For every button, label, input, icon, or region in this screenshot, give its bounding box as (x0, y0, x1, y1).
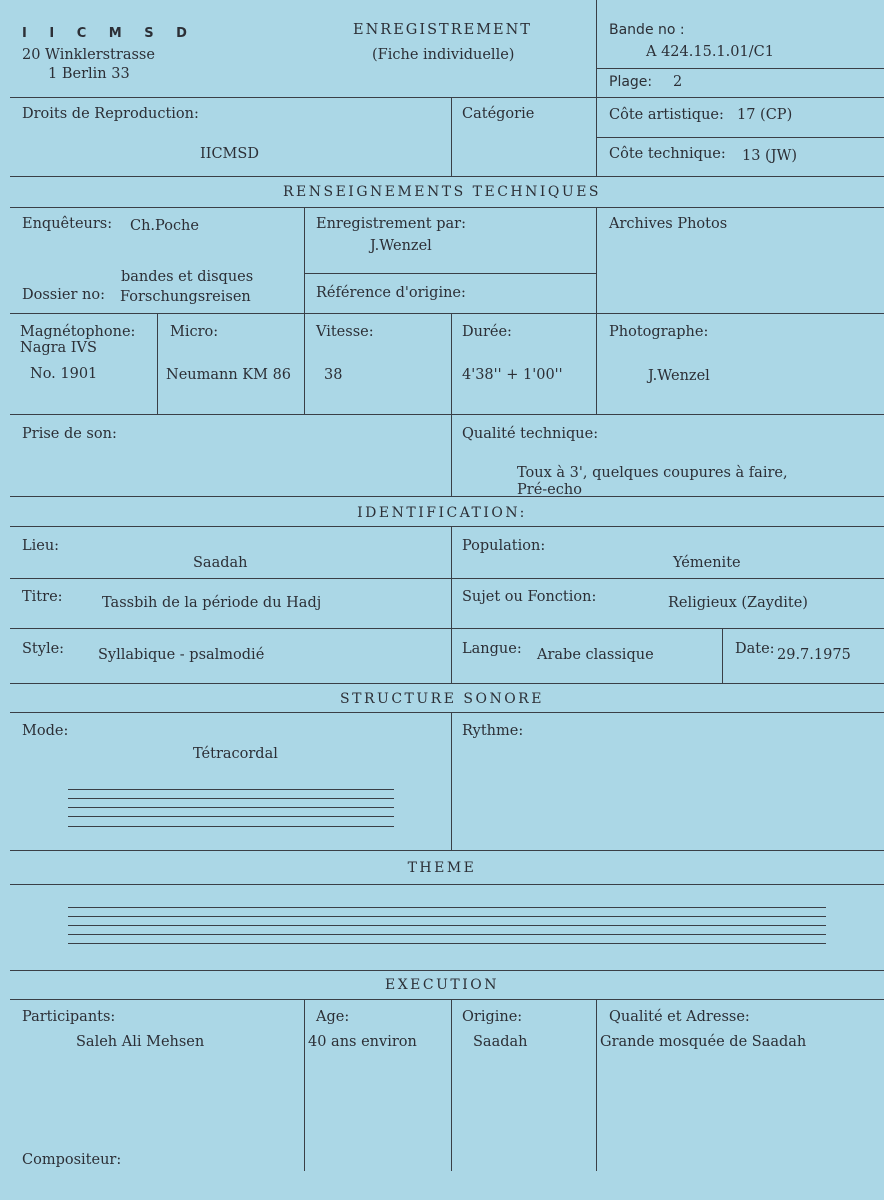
qualite-technique-value-1: Toux à 3', quelques coupures à faire, (517, 465, 788, 481)
prise-de-son-label: Prise de son: (22, 426, 117, 442)
participants-label: Participants: (22, 1009, 116, 1025)
rule (10, 414, 884, 415)
style-label: Style: (22, 641, 65, 657)
rule (10, 628, 884, 629)
rule (10, 496, 884, 497)
rule (596, 999, 597, 1171)
org-name: I I C M S D (22, 26, 196, 41)
dossier-label: Dossier no: (22, 287, 105, 303)
compositeur-label: Compositeur: (22, 1152, 122, 1168)
rule (596, 207, 597, 414)
staff-line (68, 907, 826, 908)
date-label: Date: (735, 641, 775, 657)
categorie-label: Catégorie (462, 106, 535, 122)
form-subtitle: (Fiche individuelle) (372, 47, 515, 63)
age-label: Age: (316, 1009, 350, 1025)
rule (596, 68, 884, 69)
rule (451, 414, 452, 496)
archives-photos-label: Archives Photos (609, 216, 728, 232)
section-title-execution: EXECUTION (384, 977, 499, 993)
origine-value: Saadah (473, 1034, 528, 1050)
rule (304, 999, 305, 1171)
cote-technique-value: 13 (JW) (742, 148, 798, 164)
style-value: Syllabique - psalmodié (98, 647, 265, 663)
droits-label: Droits de Reproduction: (22, 106, 199, 122)
address-line-2: 1 Berlin 33 (48, 66, 130, 82)
population-value: Yémenite (673, 555, 741, 571)
staff-line (68, 789, 394, 790)
rule (596, 0, 597, 176)
qualite-technique-label: Qualité technique: (462, 426, 599, 442)
section-title-theme: THEME (407, 860, 477, 876)
plage-value: 2 (673, 74, 683, 90)
participants-value: Saleh Ali Mehsen (76, 1034, 205, 1050)
qualite-adresse-value: Grande mosquée de Saadah (600, 1034, 807, 1050)
titre-label: Titre: (22, 589, 63, 605)
enqueteurs-value: Ch.Poche (130, 218, 199, 234)
titre-value: Tassbih de la période du Hadj (102, 595, 322, 611)
sujet-fonction-value: Religieux (Zaydite) (668, 595, 808, 611)
micro-label: Micro: (170, 324, 219, 340)
population-label: Population: (462, 538, 546, 554)
staff-line (68, 916, 826, 917)
date-value: 29.7.1975 (777, 647, 851, 663)
dossier-value-1: bandes et disques (121, 269, 254, 285)
section-title-structure: STRUCTURE SONORE (340, 691, 544, 707)
photographe-value: J.Wenzel (648, 368, 710, 384)
langue-label: Langue: (462, 641, 522, 657)
rule (10, 884, 884, 885)
address-line-1: 20 Winklerstrasse (22, 47, 155, 63)
staff-line (68, 826, 394, 827)
rule (304, 273, 596, 274)
rule (10, 578, 884, 579)
enregistrement-par-value: J.Wenzel (370, 238, 432, 254)
qualite-adresse-label: Qualité et Adresse: (609, 1009, 750, 1025)
dossier-value-2: Forschungsreisen (120, 289, 251, 305)
lieu-label: Lieu: (22, 538, 60, 554)
lieu-value: Saadah (193, 555, 248, 571)
staff-line (68, 807, 394, 808)
cote-technique-label: Côte technique: (609, 146, 726, 162)
rule (10, 683, 884, 684)
rule (10, 176, 884, 177)
sujet-fonction-label: Sujet ou Fonction: (462, 589, 597, 605)
rule (451, 97, 452, 176)
duree-value: 4'38'' + 1'00'' (462, 367, 563, 383)
rule (10, 970, 884, 971)
bande-label: Bande no : (609, 22, 685, 38)
rule (10, 526, 884, 527)
rule (10, 207, 884, 208)
langue-value: Arabe classique (537, 647, 654, 663)
staff-line (68, 816, 394, 817)
rule (10, 97, 884, 98)
rule (451, 313, 452, 414)
rythme-label: Rythme: (462, 723, 524, 739)
age-value: 40 ans environ (308, 1034, 417, 1050)
section-title-identification: IDENTIFICATION: (357, 505, 527, 521)
form-title: ENREGISTREMENT (353, 22, 532, 38)
duree-label: Durée: (462, 324, 512, 340)
magnetophone-value-2: No. 1901 (30, 366, 98, 382)
vitesse-label: Vitesse: (316, 324, 374, 340)
rule (157, 313, 158, 414)
vitesse-value: 38 (324, 367, 343, 383)
droits-value: IICMSD (200, 146, 259, 162)
bande-value: A 424.15.1.01/C1 (646, 44, 774, 60)
rule (10, 999, 884, 1000)
rule (451, 999, 452, 1171)
cote-artistique-label: Côte artistique: (609, 107, 724, 123)
mode-label: Mode: (22, 723, 69, 739)
rule (10, 712, 884, 713)
staff-line (68, 934, 826, 935)
rule (596, 137, 884, 138)
rule (10, 850, 884, 851)
reference-origine-label: Référence d'origine: (316, 285, 466, 301)
rule (451, 712, 452, 850)
staff-line (68, 798, 394, 799)
magnetophone-label: Magnétophone: (20, 324, 136, 340)
rule (10, 313, 884, 314)
micro-value: Neumann KM 86 (166, 367, 292, 383)
enregistrement-par-label: Enregistrement par: (316, 216, 466, 232)
rule (722, 628, 723, 683)
qualite-technique-value-2: Pré-echo (517, 482, 582, 498)
photographe-label: Photographe: (609, 324, 709, 340)
origine-label: Origine: (462, 1009, 523, 1025)
cote-artistique-value: 17 (CP) (737, 107, 793, 123)
rule (304, 207, 305, 414)
rule (451, 526, 452, 683)
magnetophone-value-1: Nagra IVS (20, 340, 97, 356)
mode-value: Tétracordal (193, 746, 278, 762)
staff-line (68, 943, 826, 944)
plage-label: Plage: (609, 74, 653, 90)
staff-line (68, 925, 826, 926)
section-title-technical: RENSEIGNEMENTS TECHNIQUES (282, 184, 602, 200)
enqueteurs-label: Enquêteurs: (22, 216, 113, 232)
